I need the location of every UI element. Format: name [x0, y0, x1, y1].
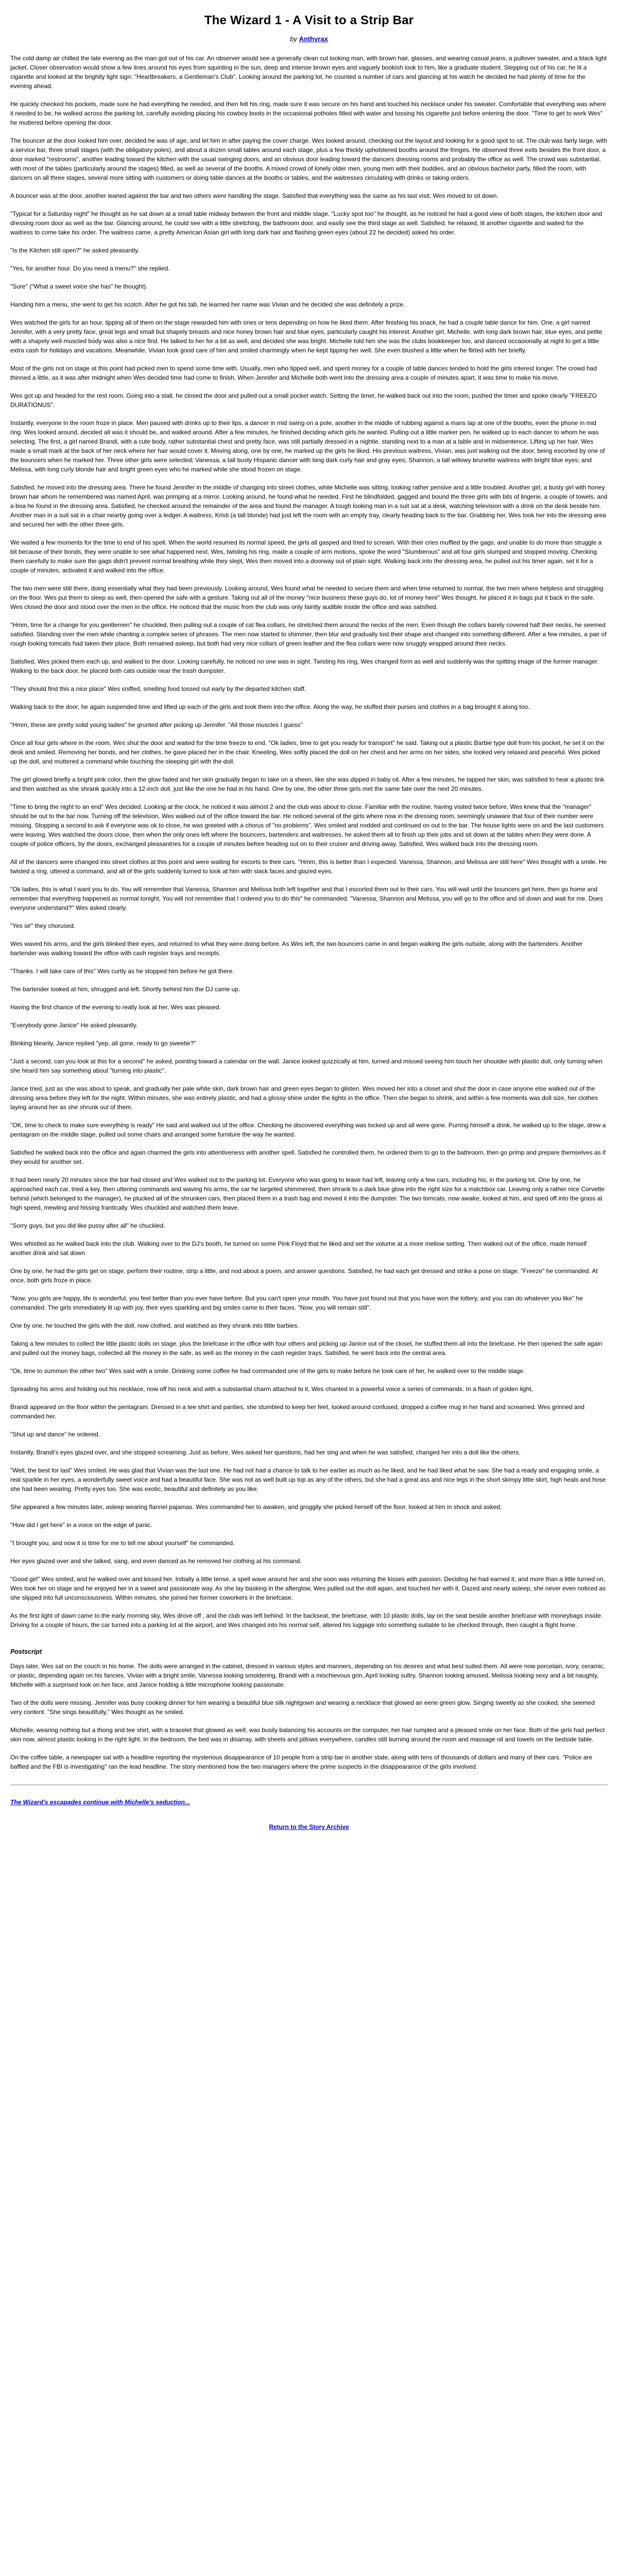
- story-paragraph: Her eyes glazed over and she talked, sang, and even danced as he removed her clothing at his command.: [10, 1557, 302, 1565]
- story-page: [10, 0, 608, 1842]
- story-paragraph: Most of the girls not on stage at this point had picked men to spend some time with. Usually, men who tipped well, and spent money for a couple of table dances tended to hold the girls interest longer. The crowd had thinned a little, as it was after midnight when Wes decided time had come to finish. When Jennifer and Michelle both went into the dressing area a couple of minutes apart, it was time to make his move.: [10, 364, 597, 381]
- postscript-heading: Postscript: [10, 1648, 42, 1655]
- story-paragraph: Wes whistled as he walked back into the club. Walking over to the DJ's booth, he turned on some Pink Floyd that he liked and set the volume at a more mellow setting. Then walked out of the office, made himself another drink and sat down: [10, 1240, 587, 1257]
- story-paragraph: "Everybody gone Janice" He asked pleasantly.: [10, 1021, 138, 1029]
- story-paragraph: "Shut up and dance" he ordered.: [10, 1430, 100, 1438]
- story-body: [10, 54, 608, 1630]
- story-paragraph: "Is the Kitchen still open?" he asked pleasantly.: [10, 246, 140, 254]
- author-link[interactable]: Anthyrax: [299, 35, 328, 43]
- story-paragraph: He quickly checked his pockets, made sure he had everything he needed, and then felt his ring, made sure it was secure on his hand and touched his necklace under his sweater. Comfortable that everything was where it needed to be, he walked across the parking lot, carefully avoiding placing his cowboy boots in the occasional potholes filled with water and tossing his cigarette just before entering the door. "Time to get to work Wes" he muttered before opening the door.: [10, 100, 606, 126]
- story-paragraph: "Yes sir" they chorused.: [10, 922, 76, 929]
- story-paragraph: One by one, he touched the girls with the doll, now clothed, and watched as they shrank into little barbies.: [10, 1321, 299, 1329]
- story-paragraph: Instantly, Brandi's eyes glazed over, and she stopped screaming. Just as before, Wes asked her questions, had her sing and when he was satisfied, changed her into a doll like the others.: [10, 1448, 521, 1456]
- story-paragraph: Two of the dolls were missing. Jennifer was busy cooking dinner for him wearing a beautiful blue silk nightgown and wearing a necklace that glowed an eerie green glow. Singing sweetly as she cooked, she seemed very content. "She sings beautifully," Wes thought as he smiled.: [10, 1699, 595, 1716]
- story-paragraph: "Sorry guys, but you did like pussy after all" he chuckled.: [10, 1222, 165, 1229]
- story-paragraph: "Typical for a Saturday night" he thought as he sat down at a small table midway between the front and middle stage. "Lucky spot too" he thought, as he noticed he had a good view of both stages, the kitchen door and dressing room door as well as the bar. Glancing around, he could see with a little stretching, the bathroom door, and easily see the third stage as well. Satisfied, he relaxed, lit another cigarette and waited for the waitress to come take his order. The waitress came, a pretty American Asian girl with long dark hair and flashing green eyes (about 22 he decided) asked his order.: [10, 210, 603, 236]
- story-paragraph: The bouncer at the door looked him over, decided he was of age, and let him in after paying the cover charge. Wes looked around, checking out the layout and looking for a good spot to sit. The club was fairly large, with a service bar, three small stages (with the obligatory poles), and about a dozen small tables around each stage, plus a few thickly upholstered booths around the fringes. He observed three exits besides the front door, a door marked "restrooms", another leading toward the kitchen with the usual swinging doors, and an obvious door leading toward the dancers dressing rooms and probably the office as well. The crowd was substantial, with most of the tables (particularly around the stages) filled, as well as several of the booths. A mixed crowd of lonely older men, young men with their buddies, and an obvious bachelor party, filled the room, with dancers on all three stages, several more sitting with customers or doing table dances at the booths or tables, and the waitresses circulating with drinks or taking orders.: [10, 137, 607, 181]
- story-paragraph: "Sure" ("What a sweet voice she has" he thought).: [10, 282, 148, 290]
- story-paragraph: Having the first chance of the evening to really look at her, Wes was pleased.: [10, 1003, 221, 1011]
- story-paragraph: "Time to bring the night to an end" Wes decided. Looking at the clock, he noticed it was almost 2 and the club was about to close. Familiar with the routine, having visited twice before, Wes knew that the "manager" should be out to the bar now. Turning off the television, Wes walked out of the office toward the bar. He noticed several of the girls where now in the dressing room, seemingly unaware that four of their number were missing. Stopping a second to ask if everyone was ok to close, he was greeted with a chorus of "no problems". Wes smiled and nodded and continued on out to the bar. The house lights were on and the last customers were leaving. Wes watched the doors close, then when the only ones left where the bouncers, bartenders and waitresses, he asked them all to finish up their jobs and sit down at the tables when they were done. A couple of police officers, by the doors, exchanged pleasantries for a couple of minutes before heading out on to their cruiser and driving away. Satisfied, Wes walked back into the dressing room.: [10, 803, 604, 848]
- story-paragraph: "I brought you, and now it is time for me to tell me about yourself" he commanded.: [10, 1539, 235, 1547]
- story-paragraph: "OK, time to check to make sure everything is ready" He said and walked out of the office. Checking he discovered everything was locked up and all were gone. Purring himself a drink, he walked up to the stage, drew a pentagram on the middle stage, pulled out some chairs and arranged some furniture the way he wanted.: [10, 1121, 606, 1138]
- story-paragraph: Satisfied he walked back into the office and again charmed the girls into attentiveness with another spell. Satisfied he controlled them, he ordered them to go to the bathroom, then go primp and prepare themselves as if they would for another set.: [10, 1148, 606, 1165]
- story-paragraph: "Yes, for another hour. Do you need a menu?" she replied.: [10, 264, 170, 272]
- story-paragraph: Brandi appeared on the floor within the pentagram. Dressed in a tee shirt and panties, she stumbled to keep her feet, looked around confused, dropped a coffee mug in her hand and screamed. Wes grinned and commanded her.: [10, 1403, 585, 1420]
- story-paragraph: Taking a few minutes to collect the little plastic dolls on stage, plus the briefcase in the office with four others and picking up Janice out of the closet, he stuffed them all into the briefcase. He then opened the safe again and pulled out the money bags, collected all the money in the safe, as well as the money in the cash register trays. Satisfied, he went back into the central area.: [10, 1340, 603, 1357]
- story-paragraph: She appeared a few minutes later, asleep wearing flannel pajamas. Wes commanded her to awaken, and groggily she picked herself off the floor, looked at him in shock and asked,: [10, 1503, 502, 1511]
- story-paragraph: Wes watched the girls for an hour, tipping all of them on the stage rewarded him with ones or tens depending on how he liked them. After finishing his snack, he had a couple table dance for him. One, a girl named Jennifer, with a very pretty face, great legs and small but shapely breasts and nice honey brown hair and blue eyes, particularly caught his interest. Another girl, Michelle, with long dark brown hair, blue eyes, and petite with a shapely well muscled body was also a nice find. He talked to her for a bit as well, and decided she was bright. Michelle told him she was the clubs bookkeeper too, and danced occasionally at night to get a little extra cash for holidays and vacations. Meanwhile, Vivian took good care of him and smiled charmingly when he kept tipping her well. She even blushed a little when he flirted with her briefly.: [10, 318, 603, 354]
- return-section: [10, 1822, 608, 1832]
- story-paragraph: Wes got up and headed for the rest room. Going into a stall, he closed the door and pulled out a small pocket watch. Setting the timer, he walked back out into the room, pushed the timer and spoke clearly "FREEZO DURATIONUS".: [10, 392, 597, 409]
- next-story-link[interactable]: The Wizard's escapades continue with Michelle's seduction...: [10, 1799, 191, 1806]
- story-paragraph: Blinking blearily, Janice replied "yep, all gone, ready to go sweetie?": [10, 1039, 196, 1047]
- story-paragraph: The bartender looked at him, shrugged and left. Shortly behind him the DJ came up.: [10, 985, 241, 993]
- story-paragraph: Michelle, wearing nothing but a thong and tee shirt, with a bracelet that glowed as well, was busily balancing his accounts on the computer, her hair rumpled and a pleased smile on her face. Both of the girls had perfect skin now, almost plastic looking in the right light. In the bedroom, the bed was in disarray, with sheets and pillows everywhere, candles still burning around the room and massage oil and towels on the bedside table.: [10, 1726, 605, 1743]
- story-paragraph: One by one, he had the girls get on stage, perform their routine, strip a little, and nod about a poem, and answer questions. Satisfied, he had each get dressed and strike a pose on stage. "Freeze" he commanded. At once, both girls froze in place.: [10, 1267, 598, 1284]
- story-paragraph: "Now, you girls are happy, life is wonderful, you feel better than you ever have before. But you can't open your mouth. You have just found out that you have won the lottery, and you can do whatever you like" he commanded. The girls immediately lit up with joy, their eyes sparkling and big smiles came to their faces. "Now, you will remain still".: [10, 1294, 583, 1311]
- story-paragraph: Satisfied, he moved into the dressing area. There he found Jennifer in the middle of changing into street clothes, while Michelle was sitting, looking rather pensive and a little troubled. Another girl, a busty girl with honey brown hair whom he remembered was named April, was primping at a mirror. Looking around, he found what he needed. First he blindfolded, gagged and bound the three girls with bits of lingerie, a couple of towels, and a boa he found in the dressing area. Satisfied, he checked around the remainder of the area and found the manager. A tough looking man in a suit sat at a desk, watching television with a drink on the desk beside him. Another man in a suit sat in a chair nearby going over a ledger. A waitress, Kristi (a tall blonde) had just left the room with an empty tray, clearly heading back to the bar. Grabbing her, Wes took her into the dressing area and secured her with the other three girls.: [10, 483, 608, 528]
- story-paragraph: "Ok ladies, this is what I want you to do. You will remember that Vanessa, Shannon and Melissa both left together and that I escorted them out to their cars. You will wait until the bouncers get here, then go home and remember that everything happened as normal tonight. You will not remember that I ordered you to do this" he commanded. "Vanessa, Shannon and Melissa, you will go to the office and sit down and wait for me. Does everyone understand?" Wes asked clearly.: [10, 885, 603, 911]
- story-paragraph: "Thanks. I will take care of this" Wes curtly as he stopped him before he got there.: [10, 967, 234, 975]
- story-paragraph: "Just a second, can you look at this for a second" he asked, pointing toward a calendar on the wall. Janice looked quizzically at him, turned and missed seeing him touch her shoulder with plastic doll, only turning when she heard him say something about "turning into plastic".: [10, 1057, 603, 1074]
- teaser: [10, 1798, 608, 1807]
- story-paragraph: As the first light of dawn came to the early morning sky, Wes drove off , and the club was left behind. In the backseat, the briefcase, with 10 plastic dolls, lay on the seat beside another briefcase with moneybags inside. Driving for a couple of hours, the car turned into a parking lot at the airport, and Wes changed into his normal self, altered his luggage into something suitable to be checked through, then caught a flight home.: [10, 1612, 603, 1629]
- story-paragraph: Days later, Wes sat on the couch in his home. The dolls were arranged in the cabinet, dressed in various styles and manners, depending on his desires and what best suited them. All were now porcelain, ivory, ceramic, or plastic, depending again on his fancies. Vivian with a bright smile, Vanessa looking smoldering, Brandi with a mischievous grin, April looking sultry, Shannon looking amused, Melissa looking sexy and a bit naughty, Michelle with a surprised look on her face, and Janice holding a little microphone looking passionate.: [10, 1663, 605, 1689]
- story-paragraph: "They should find this a nice place" Wes sniffed, smelling food tossed out early by the departed kitchen staff.: [10, 685, 306, 692]
- story-paragraph: "Well, the best for last" Wes smiled. He was glad that Vivian was the last one. He had not had a chance to talk to her earlier as much as he liked, and he had liked what he saw. She had a ready and engaging smile, a real sparkle in her eyes, a wonderfully sweet voice and had a beautiful face. She was not as well built up top as any of the others, but she had a great ass and nice legs in the short skimpy little skirt, high heals and hose she had been wearing. Pretty eyes too. She was exotic, beautiful and definitely as you like.: [10, 1466, 606, 1493]
- story-paragraph: Once all four girls where in the room, Wes shut the door and waited for the time freeze to end. "Ok ladies, time to get you ready for transport" he said. Taking out a plastic Barbie type doll from his pocket, he set it on the desk and smiled. Removing her bonds, and her clothes, he gave placed her in the chair. Kneeling, Wes softly placed the doll on her chest and her arms on her sides, she looked very relaxed and peaceful. Wes picked up the doll, and muttered a command while touching the sleeping girl with the doll.: [10, 739, 605, 765]
- story-paragraph: Satisfied, Wes picked them each up, and walked to the door. Looking carefully, he noticed no one was in sight. Twisting his ring, Wes changed form as well and suddenly was the spitting image of the former manager. Walking to the back door, he placed both cats outside near the trash dumpster.: [10, 657, 599, 674]
- story-paragraph: "Good girl" Wes smiled, and he walked over and kissed her. Initially a little tense, a spell wave around her and she soon was returning the kisses with passion. Deciding he had earned it, and more than a little turned on, Wes took her on stage and he enjoyed her in a sweet and passionate way. As she lay basking in the afterglow, Wes pulled out the doll again, and touched her with it. Dazed and nearly asleep, she never even noticed as she slipped into full unconsciousness. Within minutes, she joined her former coworkers in the briefcase.: [10, 1575, 606, 1601]
- story-title: The Wizard 1 - A Visit to a Strip Bar: [204, 13, 414, 27]
- story-paragraph: Spreading his arms and holding out his necklace, now off his neck and with a substantial charm attached to it, Wes chanted in a powerful voice a series of commands. In a flash of golden light,: [10, 1385, 533, 1393]
- story-paragraph: Wes waved his arms, and the girls blinked their eyes, and returned to what they were doing before. As Wes left, the two bouncers came in and began walking the girls outside, along with the bartenders. Another bartender was walking toward the office with cash register trays and receipts.: [10, 940, 583, 957]
- story-paragraph: "Ok, time to summon the other two" Wes said with a smile. Drinking some coffee he had commanded one of the girls to make before he took care of her, he walked over to the middle stage.: [10, 1367, 525, 1375]
- byline-prefix: by: [290, 35, 297, 43]
- story-paragraph: A bouncer was at the door, another leaned against the bar and two others were handling the stage. Satisfied that everything was the same as his last visit, Wes moved to sit down.: [10, 192, 499, 199]
- story-paragraph: "Hmm, these are pretty solid young ladies" he grunted after picking up Jennifer. "All those muscles I guess": [10, 721, 303, 728]
- story-paragraph: Handing him a menu, she went to get his scotch. After he got his tab, he learned her name was Vivian and he decided she was definitely a prize.: [10, 300, 405, 308]
- story-paragraph: The two men were still there, doing essentially what they had been previously. Looking around, Wes found what he needed to secure them and when time returned to normal, the two men where helpless and struggling on the floor. Wes put them to sleep as well, then opened the safe with a gesture. Taking out all of the money "nice business these guys do, lot of money here" Wes thought, he placed it in bags put it back in the safe. Wes closed the door and stood over the men in the office. He noticed that the music from the club was only faintly audible inside the office and was satisfied.: [10, 584, 604, 611]
- story-paragraph: Instantly, everyone in the room froze in place. Men paused with drinks up to their lips, a dancer in mid swing on a pole, another in the middle of rubbing against a mans lap at one of the booths, even the phone in mid ring. Wes looked around, decided all was it should be, and walked around. After a few minutes, he finished deciding which girls he wanted. Pulling out a little marker pen, he walked up to each dancer to whom he was selecting. The first, a girl named Brandi, with a cute body, rather substantial chest and pretty face, was still partially dressed in a nightie, standing next to a man at a table and in midsentence. Lifting up her hair, Wes made a small mark at the back of her neck where her hair would cover it. Moving along, one by one, he marked up the girls he liked. His previous waitress, Vivian, was just walking out the door, being escorted by one of the bouncers when he marked her. Three other girls were selected; Vanessa, a tall busty Hispanic dancer with long dark curly hair and gray eyes; Shannon, a tall willowy brunette waitress with bright blue eyes; and Melissa, with long curly blonde hair and bright green eyes who he marked while she stood frozen on stage.: [10, 419, 605, 473]
- story-paragraph: It had been nearly 20 minutes since the bar had closed and Wes walked out to the parking lot. Everyone who was going to leave had left, leaving only a few cars, including his, in the parking lot. One by one, he approached each car, tried a key, then uttering commands and waving his arms, the car he targeted shimmered, then shrank to a dark blue glow into the right size for a matchbox car. Leaving only a rather nice Corvette behind (which belonged to the manager), he plucked all of the shrunken cars, then placed them in a trash bag and moved it into the dumpster. The two tomcats, now awake, looked at him, and sped off into the grass at high speed, mewling and hissing frantically. Wes chuckled and watched them leave.: [10, 1176, 605, 1211]
- story-paragraph: On the coffee table, a newspaper sat with a headline reporting the mysterious disappearance of 10 people from a strip bar in another state, along with tens of thousands of dollars and many of their cars. "Police are baffled and the FBI is investigating" ran the lead headline. The story mentioned how the two managers where the prime suspects in the disappearance of the girls involved.: [10, 1754, 593, 1771]
- story-paragraph: Walking back to the door, he again suspended time and lifted up each of the girls and took them into the office. Along the way, he stuffed their purses and clothes in a bag brought it along too.: [10, 703, 530, 710]
- story-paragraph: We waited a few moments for the time to end of his spell. When the world resumed its normal speed, the girls all gasped and tried to scream. With their cries muffled by the gags, and unable to do more than struggle a bit because of their bonds, they were unable to see what happened next. Wes, twisting his ring, made a couple of arm motions, spoke the word "Slumberous" and all four girls slumped and stopped moving. Checking them carefully to make sure the gags didn't prevent normal breathing while they slept, Wes then moved into a doorway out of plain sight. Walking back into the dressing area, he pulled out his timer again, set it for a couple of minutes, activated it and walked into the office.: [10, 538, 602, 574]
- story-paragraph: The cold damp air chilled the late evening as the man got out of his car. An observer would see a generally clean cut looking man, with brown hair, glasses, and wearing casual jeans, a pullover sweater, and a black light jacket. Closer observation would show a few lines around his eyes from squinting in the sun, deep and intense brown eyes and vaguely bookish look to him, like a graduate student. Stepping out of his car, he lit a cigarette and looked at the brightly light sign: "Heartbreakers, a Gentleman's Club". Looking around the parking lot, he counted a number of cars and glancing at his watch he decided he had plenty of time for the evening ahead.: [10, 54, 607, 90]
- story-paragraph: Janice tried, just as she was about to speak, and gradually her pale white skin, dark brown hair and green eyes began to glisten. Wes moved her into a closet and shut the door in case anyone else walked out of the dressing area before they left for the night. Within minutes, she was entirely plastic, and had a glossy shine under the lights in the office. Then she began to shrink, and within a few moments was doll size, her clothes laying around her as she shrunk out of them.: [10, 1084, 598, 1111]
- story-paragraph: "How did I get here" in a voice on the edge of panic.: [10, 1521, 152, 1529]
- postscript-body: [10, 1662, 608, 1771]
- story-paragraph: "Hmm, time for a change for you gentlemen" he chuckled, then pulling out a couple of cat flea collars, he stretched them around the necks of the men. Even though the collars barely covered half their necks, he seemed satisfied. Standing over the men while chanting a complex series of phrases. The men now started to shimmer, then blur and gradually lost their shape and changed into something different. After a few minutes, a pair of rough looking tomcats had taken their place. Both remained asleep, but both had very nice collars of green leather and the flea collars were now snuggly wrapped around their necks.: [10, 621, 607, 647]
- story-paragraph: The girl glowed briefly a bright pink color, then the glow faded and her skin gradually began to take on a sheen, like she was dipped in baby oil. After a few minutes, he tapped her skin, was satisfied to hear a plastic tink and then watched as she shrank quickly into a 12-inch doll, just like the one he had in his hand. One by one, the other three girls met the same fate over the next 20 minutes.: [10, 775, 605, 792]
- return-to-archive-link[interactable]: Return to the Story Archive: [269, 1823, 349, 1831]
- byline: [10, 34, 608, 44]
- story-paragraph: All of the dancers were changed into street clothes at this point and were waiting for escorts to their cars. "Hmm, this is better than I expected. Vanessa, Shannon, and Melissa are still here" Wes thought with a smile. He twisted a ring, uttered a command, and all of the girls suddenly turned to look at him with slack faces and glazed eyes.: [10, 858, 607, 875]
